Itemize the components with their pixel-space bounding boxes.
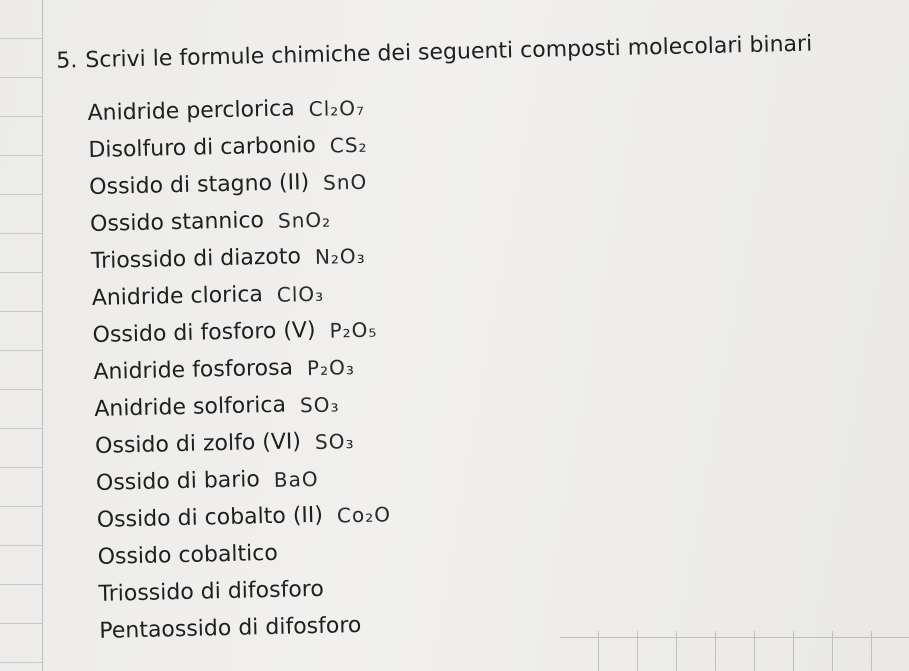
- compound-name: Anidride perclorica: [87, 96, 296, 127]
- compound-name: Disolfuro di carbonio: [88, 132, 317, 164]
- compound-row: [99, 606, 394, 650]
- handwritten-formula: SnO₂: [277, 207, 332, 233]
- handwritten-formula: SnO: [322, 169, 368, 195]
- compound-name: Ossido di bario: [95, 467, 261, 496]
- compound-name: Ossido di stagno (II): [88, 170, 310, 201]
- handwritten-formula: BaO: [273, 466, 319, 492]
- compound-name: Pentaossido di difosforo: [99, 612, 362, 644]
- handwritten-formula: ClO₃: [276, 281, 325, 307]
- compound-name: Anidride solforica: [94, 392, 287, 422]
- handwritten-formula: Cl₂O₇: [308, 95, 366, 121]
- handwritten-formula: CS₂: [329, 132, 368, 158]
- compound-name: Ossido stannico: [89, 208, 265, 238]
- compound-name: Ossido di fosforo (V): [92, 317, 316, 348]
- compound-name: Triossido di difosforo: [98, 576, 325, 607]
- compound-name: Ossido di cobalto (II): [96, 502, 324, 533]
- handwritten-formula: SO₃: [314, 428, 355, 454]
- exercise-instruction: Scrivi le formule chimiche dei seguenti composti molecolari binari: [85, 31, 813, 74]
- exercise-heading: [56, 32, 812, 74]
- handwritten-formula: P₂O₃: [306, 354, 356, 380]
- compound-name: Anidride clorica: [91, 282, 264, 311]
- handwritten-formula: N₂O₃: [314, 243, 366, 269]
- compound-list: [87, 88, 394, 650]
- handwritten-formula: P₂O₅: [329, 317, 378, 343]
- exercise-number: 5.: [56, 48, 78, 74]
- handwritten-formula: Co₂O: [336, 501, 392, 527]
- compound-name: Triossido di diazoto: [90, 244, 302, 275]
- compound-name: Ossido cobaltico: [97, 540, 279, 570]
- handwritten-formula: SO₃: [299, 391, 340, 417]
- compound-name: Ossido di zolfo (VI): [94, 429, 302, 459]
- compound-name: Anidride fosforosa: [93, 355, 294, 385]
